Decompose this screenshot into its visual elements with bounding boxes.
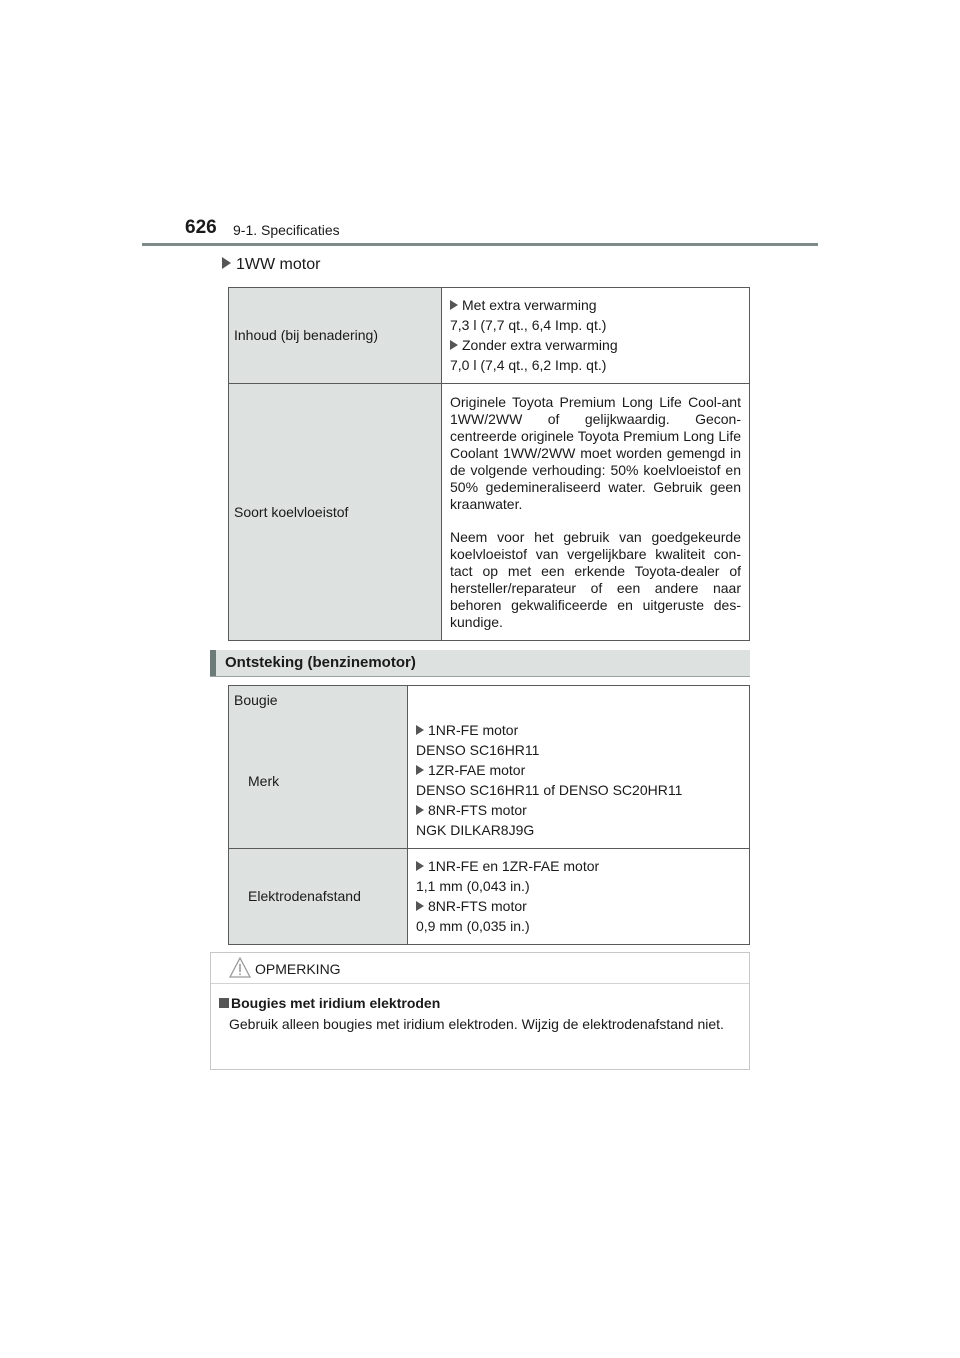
triangle-marker-icon: [450, 300, 458, 310]
capacity-line: Met extra verwarming: [450, 297, 741, 314]
triangle-marker-icon: [416, 725, 424, 735]
brand-line: DENSO SC16HR11 of DENSO SC20HR11: [416, 781, 683, 798]
ignition-heading-text: Ontsteking (benzinemotor): [225, 654, 416, 671]
brand-label: Merk: [248, 773, 280, 789]
ignition-table: [228, 685, 750, 945]
coolant-table: [228, 287, 750, 641]
heading-accent-bar: [210, 650, 216, 676]
notice-header: [211, 953, 749, 984]
gap-line: 1NR-FE en 1ZR-FAE motor: [416, 858, 741, 875]
brand-line: 1NR-FE motor: [416, 722, 741, 739]
capacity-line: 7,0 l (7,4 qt., 6,2 Imp. qt.): [450, 357, 607, 373]
capacity-label: Inhoud (bij benadering): [229, 288, 442, 384]
brand-line: DENSO SC16HR11: [416, 741, 540, 758]
brand-line: NGK DILKAR8J9G: [416, 821, 535, 838]
capacity-line: 7,3 l (7,7 qt., 6,4 Imp. qt.): [450, 317, 607, 333]
notice-body: Gebruik alleen bougies met iridium elektroden. Wijzig de elektrodenafstand niet.: [229, 1016, 724, 1032]
triangle-marker-icon: [222, 257, 231, 269]
warning-triangle-icon: [229, 957, 251, 978]
triangle-marker-icon: [416, 861, 424, 871]
triangle-marker-icon: [416, 805, 424, 815]
section-title: 9-1. Specificaties: [233, 222, 340, 238]
brand-line: 8NR-FTS motor: [416, 802, 741, 819]
gap-values: [408, 849, 750, 945]
notice-title: Bougies met iridium elektroden: [231, 995, 441, 1011]
spark-plug-label: Bougie: [234, 692, 278, 708]
gap-line: 0,9 mm (0,035 in.): [416, 918, 530, 934]
capacity-values: [442, 288, 750, 384]
gap-label: Elektrodenafstand: [229, 849, 408, 945]
coolant-type-paragraph: Originele Toyota Premium Long Life Cool-ant 1WW/2WW of gelijkwaardig. Gecon-centreerde originele Toyota Premium Long Life Coolant 1WW/2WW moet worden gemengd in de volgende verhouding: 50% koelvloeistof en 50% gedemineraliseerd water. Gebruik geen kraanwater.: [450, 393, 741, 512]
notice-header-text: OPMERKING: [255, 961, 341, 977]
spark-plug-label-cell: [229, 686, 408, 849]
triangle-marker-icon: [416, 901, 424, 911]
triangle-marker-icon: [450, 340, 458, 350]
page-number: 626: [185, 217, 217, 238]
square-bullet-icon: [219, 998, 229, 1008]
capacity-line: Zonder extra verwarming: [450, 337, 741, 354]
coolant-type-label: Soort koelvloeistof: [229, 384, 442, 641]
brand-values: [408, 686, 750, 849]
ignition-heading: [210, 650, 750, 677]
notice-box: [210, 952, 750, 1070]
header-rule: [142, 243, 818, 246]
coolant-type-paragraph: Neem voor het gebruik van goedgekeurde koelvloeistof van vergelijkbare kwaliteit con-tact op met een erkende Toyota-dealer of hersteller/reparateur of een andere naar behoren gekwalificeerde en uitgeruste des-kundige.: [450, 528, 741, 630]
coolant-type-values: [442, 384, 750, 641]
gap-line: 1,1 mm (0,043 in.): [416, 878, 530, 894]
gap-line: 8NR-FTS motor: [416, 898, 741, 915]
brand-line: 1ZR-FAE motor: [416, 762, 741, 779]
triangle-marker-icon: [416, 765, 424, 775]
subheading-1ww-motor: 1WW motor: [222, 256, 320, 274]
